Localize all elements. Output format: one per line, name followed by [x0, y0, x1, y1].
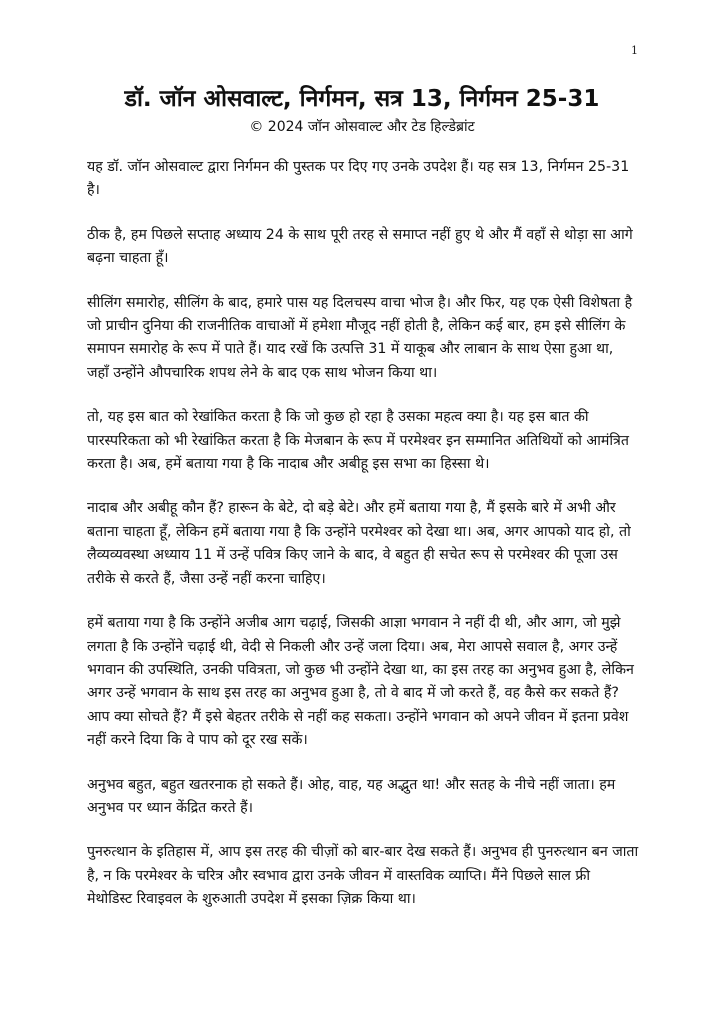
page-number: 1: [631, 44, 638, 57]
paragraph: तो, यह इस बात को रेखांकित करता है कि जो कुछ हो रहा है उसका महत्व क्या है। यह इस बात की पारस्परिकता को भी रेखांकित करता है कि मेजबान के रूप में परमेश्वर इन सम्मानित अतिथियों को आमंत्रित करता है। अब, हमें बताया गया है कि नादाब और अबीहू इस सभा का हिस्सा थे।: [87, 409, 629, 473]
paragraph: पुनरुत्थान के इतिहास में, आप इस तरह की चीज़ों को बार-बार देख सकते हैं। अनुभव ही पुनरुत्थान बन जाता है, न कि परमेश्वर के चरित्र और स्वभाव द्वारा उनके जीवन में वास्तविक व्याप्ति। मैंने पिछले साल फ्री मेथोडिस्ट रिवाइवल के शुरुआती उपदेश में इसका ज़िक्र किया था।: [87, 844, 639, 908]
paragraph: हमें बताया गया है कि उन्होंने अजीब आग चढ़ाई, जिसकी आज्ञा भगवान ने नहीं दी थी, और आग, जो मुझे लगता है कि उन्होंने चढ़ाई थी, वेदी से निकली और उन्हें जला दिया। अब, मेरा आपसे सवाल है, अगर उन्हें भगवान की उपस्थिति, उनकी पवित्रता, जो कुछ भी उन्होंने देखा था, का इस तरह का अनुभव हुआ है, लेकिन अगर उन्हें भगवान के साथ इस तरह का अनुभव हुआ है, तो वे बाद में जो करते हैं, वह कैसे कर सकते हैं? आप क्या सोचते हैं? मैं इसे बेहतर तरीके से नहीं कह सकता। उन्होंने भगवान को अपने जीवन में इतना प्रवेश नहीं करने दिया कि वे पाप को दूर रख सकें।: [87, 615, 634, 749]
paragraph: अनुभव बहुत, बहुत खतरनाक हो सकते हैं। ओह, वाह, यह अद्भुत था! और सतह के नीचे नहीं जाता। हम अनुभव पर ध्यान केंद्रित करते हैं।: [87, 776, 616, 816]
paragraph: सीलिंग समारोह, सीलिंग के बाद, हमारे पास यह दिलचस्प वाचा भोज है। और फिर, यह एक ऐसी विशेषता है जो प्राचीन दुनिया की राजनीतिक वाचाओं में हमेशा मौजूद नहीं होती है, लेकिन कई बार, हम इसे सीलिंग के समापन समारोह के रूप में पाते हैं। याद रखें कि उत्पत्ति 31 में याकूब और लाबान के साथ ऐसा हुआ था, जहाँ उन्होंने औपचारिक शपथ लेने के बाद एक साथ भोजन किया था।: [87, 294, 633, 381]
document-body: [87, 156, 639, 933]
copyright-line: © 2024 जॉन ओसवाल्ट और टेड हिल्डेब्रांट: [249, 119, 475, 135]
paragraph: ठीक है, हम पिछले सप्ताह अध्याय 24 के साथ पूरी तरह से समाप्त नहीं हुए थे और मैं वहाँ से थोड़ा सा आगे बढ़ना चाहता हूँ।: [87, 226, 633, 267]
paragraph: नादाब और अबीहू कौन हैं? हारून के बेटे, दो बड़े बेटे। और हमें बताया गया है, मैं इसके बारे में अभी और बताना चाहता हूँ, लेकिन हमें बताया गया है कि उन्होंने परमेश्वर को देखा था। अब, अगर आपको याद हो, तो लैव्यव्यवस्था अध्याय 11 में उन्हें पवित्र किए जाने के बाद, वे बहुत ही सचेत रूप से परमेश्वर की पूजा उस तरीके से करते हैं, जैसा उन्हें नहीं करना चाहिए।: [87, 500, 631, 587]
document-title: डॉ. जॉन ओसवाल्ट, निर्गमन, सत्र 13, निर्गमन 25-31: [124, 86, 600, 112]
paragraph: यह डॉ. जॉन ओसवाल्ट द्वारा निर्गमन की पुस्तक पर दिए गए उनके उपदेश हैं। यह सत्र 13, निर्गमन 25-31 है।: [87, 159, 630, 199]
